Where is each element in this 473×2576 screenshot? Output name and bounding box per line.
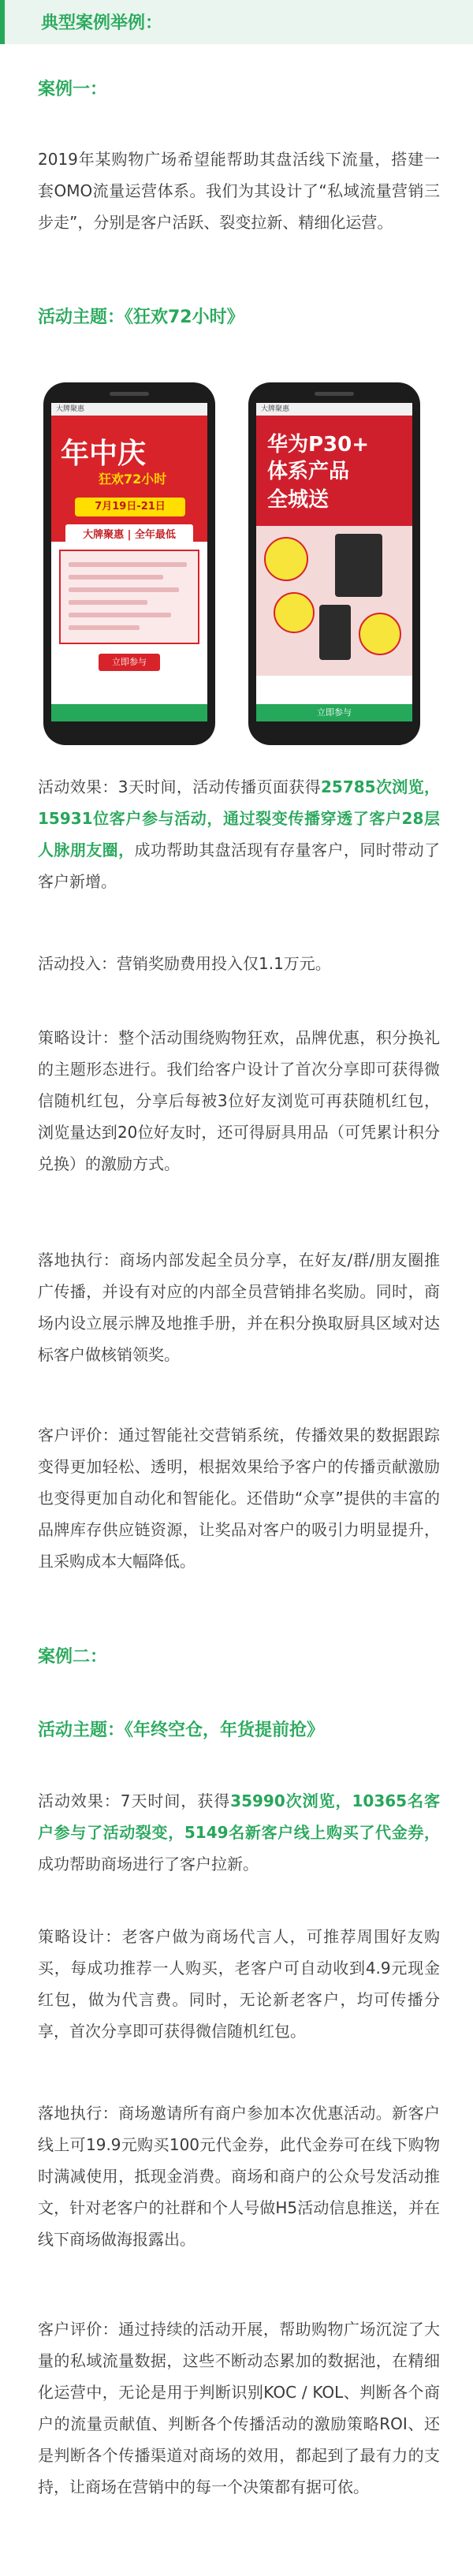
promo-slogan: 大牌聚惠 | 全年最低 (65, 524, 193, 546)
case1-effect (38, 771, 440, 897)
promo-card (59, 550, 199, 644)
case1-intro: 2019年某购物广场希望能帮助其盘活线下流量，搭建一套OMO流量运营体系。我们为其设计了“私域流量营销三步走”，分别是客户活跃、裂变拉新、精细化运营。 (38, 150, 440, 232)
case2-execution: 落地执行：商场邀请所有商户参加本次优惠活动。新客户线上可19.9元购买100元代金券，此代金券可在线下购物时满减使用，抵现金消费。商场和商户的公众号发活动推文，针对老客户的社群和个人号做H5活动信息推送，并在线下商场做海报露出。 (38, 2104, 440, 2249)
case1-title: 案例一： (38, 80, 108, 99)
prize-badge-icon (264, 537, 308, 581)
effect-suffix: 成功帮助其盘活现有存量客户，同时带动了客户新增。 (38, 841, 440, 891)
case2-review: 客户评价：通过持续的活动开展，帮助购物广场沉淀了大量的私域流量数据，这些不断动态累加的数据池，在精细化运营中，无论是用于判断识别KOC / KOL、判断各个商户的流量贡献值、判断各个传播活动的激励策略ROI、还是判断各个传播渠道对商场的效用，都起到了最有力的支持，让商场在营销中的每一个决策都有据可依。 (38, 2320, 440, 2496)
promo-line-2: 体系产品 (267, 460, 350, 483)
promo-banner (51, 416, 207, 542)
effect-suffix: 成功帮助商场进行了客户拉新。 (38, 1855, 259, 1873)
case2-title: 案例二： (38, 1647, 108, 1667)
phone-screen (256, 403, 412, 721)
product-box-icon (319, 605, 351, 660)
promo-subtitle: 狂欢72小时 (99, 472, 167, 486)
section-header-title: 典型案例举例： (41, 13, 163, 33)
promo-line-1: 华为P30+ (267, 433, 370, 457)
promo-big-title: 年中庆 (61, 437, 147, 470)
phone-speaker (315, 392, 354, 396)
prize-badge-icon (274, 592, 315, 633)
prize-showcase (256, 526, 412, 676)
effect-highlight: 35990次浏览，10365名客户参与了活动裂变，5149名新客户线上购买了代金券， (38, 1791, 440, 1842)
phone-bottom-bar (51, 704, 207, 721)
prize-badge-icon (359, 613, 401, 655)
case1-strategy: 策略设计：整个活动围绕购物狂欢，品牌优惠，积分换礼的主题形态进行。我们给客户设计了首次分享即可获得微信随机红包，分享后每被3位好友浏览可再获随机红包，浏览量达到20位好友时，还可得厨具用品（可凭累计积分兑换）的激励方式。 (38, 1028, 440, 1173)
promo-date: 7月19日-21日 (75, 498, 185, 516)
phone-mockup-left (43, 382, 215, 745)
case1-execution: 落地执行：商场内部发起全员分享，在好友/群/朋友圈推广传播，并设有对应的内部全员营销排名奖励。同时，商场内设立展示牌及地推手册，并在积分换取厨具区域对达标客户做核销领奖。 (38, 1251, 440, 1364)
case1-theme: 活动主题：《狂欢72小时》 (38, 308, 244, 327)
phone-bottom-bar: 立即参与 (256, 704, 412, 721)
case1-phone-screenshots (43, 382, 430, 745)
case1-review: 客户评价：通过智能社交营销系统，传播效果的数据跟踪变得更加轻松、透明，根据效果给予客户的传播贡献激励也变得更加自动化和智能化。还借助“众享”提供的丰富的品牌库存供应链资源，让奖品对客户的吸引力明显提升，且采购成本大幅降低。 (38, 1426, 440, 1571)
phone-screen (51, 403, 207, 721)
effect-prefix: 活动效果：7天时间，获得 (38, 1791, 231, 1810)
phone-mockup-right (248, 382, 420, 745)
section-header (0, 0, 473, 44)
promo-line-3: 全城送 (267, 488, 330, 512)
effect-highlight: 25785次浏览，15931位客户参与活动，通过裂变传播穿透了客户28层人脉朋友圈， (38, 777, 440, 859)
phone-status-bar: 大牌聚惠 (256, 403, 412, 416)
case1-invest: 活动投入：营销奖励费用投入仅1.1万元。 (38, 954, 331, 973)
promo-join-button: 立即参与 (99, 654, 160, 671)
case2-theme: 活动主题：《年终空仓，年货提前抢》 (38, 1720, 325, 1740)
effect-prefix: 活动效果：3天时间，活动传播页面获得 (38, 777, 322, 796)
phone-product-icon (335, 534, 382, 597)
promo-banner (256, 416, 412, 526)
phone-speaker (110, 392, 149, 396)
phone-status-bar: 大牌聚惠 (51, 403, 207, 416)
case2-strategy: 策略设计：老客户做为商场代言人，可推荐周围好友购买，每成功推荐一人购买，老客户可自动收到4.9元现金红包，做为代言费。同时，无论新老客户，均可传播分享，首次分享即可获得微信随机红包。 (38, 1927, 440, 2041)
case2-effect (38, 1785, 440, 1880)
